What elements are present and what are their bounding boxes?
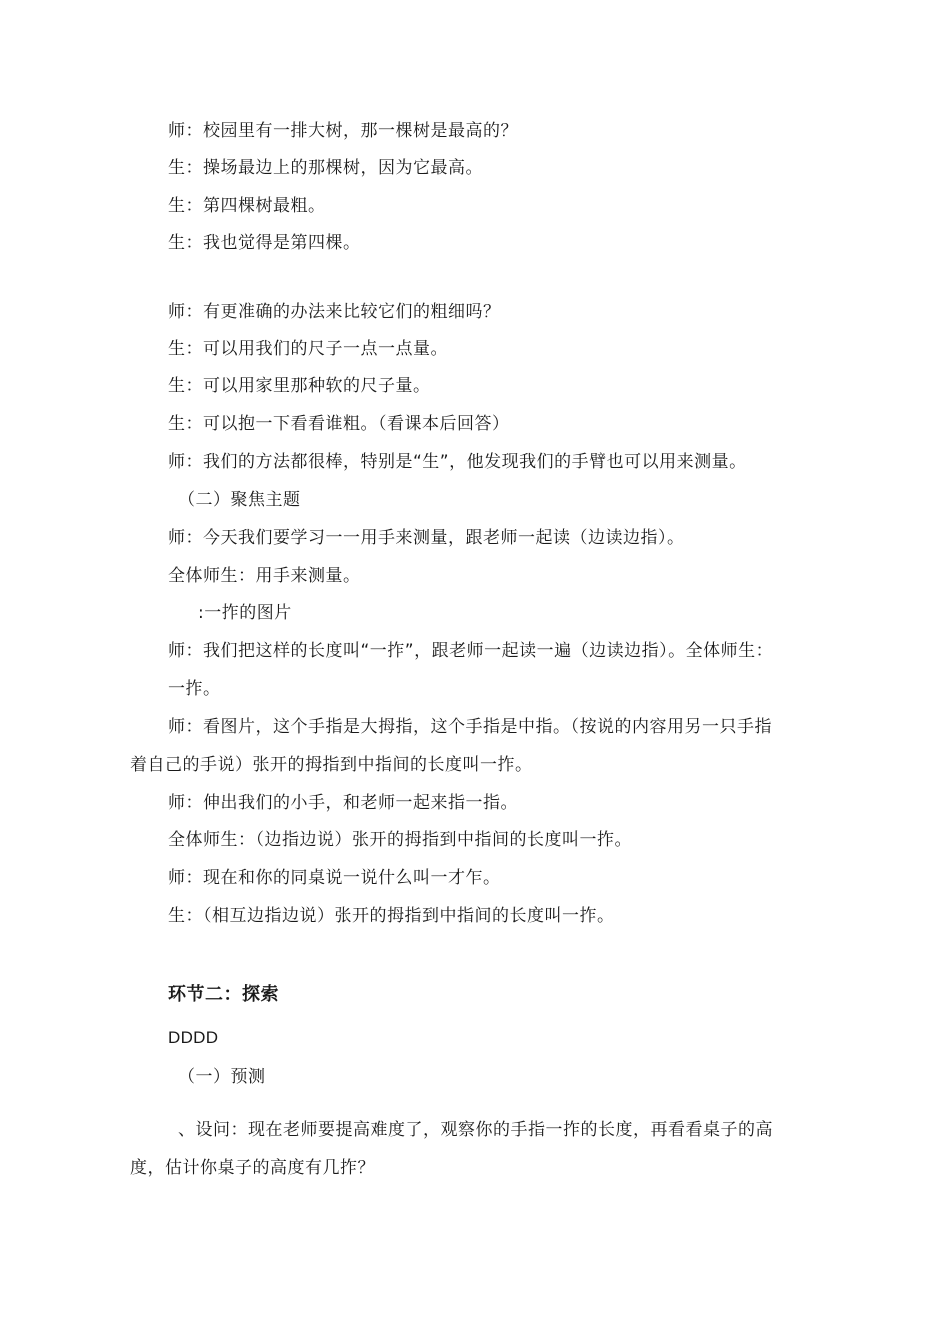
subsection-heading: （一）预测 — [178, 1067, 266, 1087]
dialogue-line: 师：伸出我们的小手，和老师一起来指一指。 — [168, 793, 518, 813]
dialogue-line: 师：有更准确的办法来比较它们的粗细吗？ — [168, 302, 501, 322]
image-caption: :一拃的图片 — [198, 603, 292, 623]
dialogue-line: 师：我们把这样的长度叫“一拃”，跟老师一起读一遍（边读边指）。全体师生： — [168, 641, 774, 661]
dialogue-line: 一拃。 — [168, 679, 221, 699]
dialogue-line: 生：第四棵树最粗。 — [168, 196, 326, 216]
dialogue-line: 全体师生：（边指边说）张开的拇指到中指间的长度叫一拃。 — [168, 830, 632, 850]
dialogue-line: 生：可以抱一下看看谁粗。（看课本后回答） — [168, 414, 510, 434]
section-heading: （二）聚焦主题 — [178, 490, 301, 510]
dialogue-line: 生：操场最边上的那棵树，因为它最高。 — [168, 158, 483, 178]
paragraph-line: 度，估计你桌子的高度有几拃？ — [130, 1158, 375, 1178]
placeholder-text: DDDD — [168, 1028, 219, 1047]
dialogue-line: 师：看图片，这个手指是大拇指，这个手指是中指。（按说的内容用另一只手指 — [168, 717, 772, 737]
dialogue-line: 着自己的手说）张开的拇指到中指间的长度叫一拃。 — [130, 755, 533, 775]
dialogue-line: 师：现在和你的同桌说一说什么叫一才乍。 — [168, 868, 501, 888]
dialogue-line: 生：我也觉得是第四棵。 — [168, 233, 361, 253]
dialogue-line: 师：今天我们要学习一一用手来测量，跟老师一起读（边读边指）。 — [168, 528, 685, 548]
dialogue-line: 师：我们的方法都很棒，特别是“生”，他发现我们的手臂也可以用来测量。 — [168, 452, 747, 472]
paragraph-line: 、设问：现在老师要提高难度了，观察你的手指一拃的长度，再看看桌子的高 — [178, 1120, 773, 1140]
dialogue-line: 生：可以用家里那种软的尺子量。 — [168, 376, 431, 396]
dialogue-line: 生：可以用我们的尺子一点一点量。 — [168, 339, 448, 359]
dialogue-line: 全体师生：用手来测量。 — [168, 566, 361, 586]
dialogue-line: 师：校园里有一排大树，那一棵树是最高的？ — [168, 121, 518, 141]
section-title: 环节二：探索 — [168, 984, 279, 1005]
dialogue-line: 生：（相互边指边说）张开的拇指到中指间的长度叫一拃。 — [168, 906, 615, 926]
